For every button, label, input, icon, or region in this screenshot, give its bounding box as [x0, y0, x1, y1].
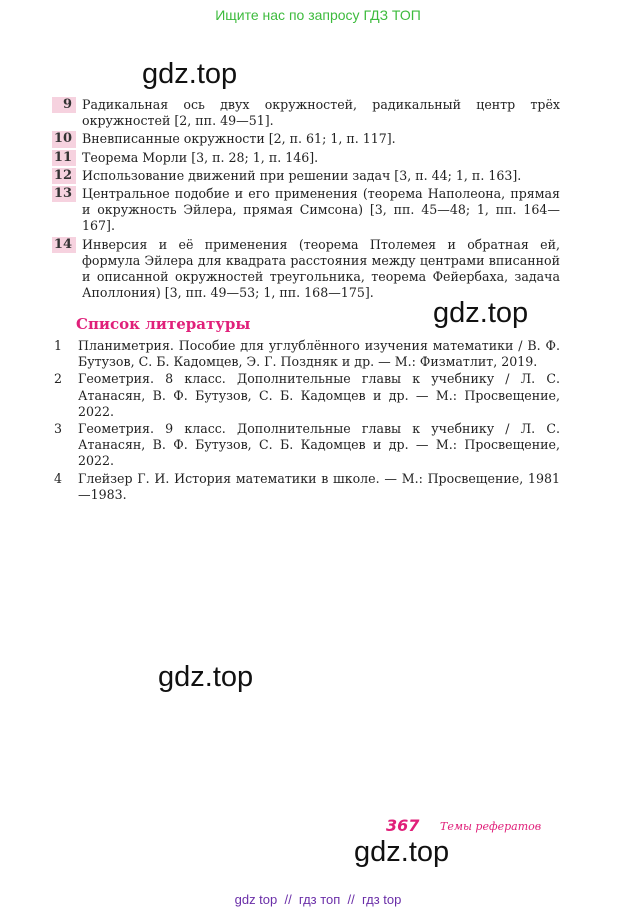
reference-text: Планиметрия. Пособие для углублённого изучения математики / В. Ф. Бутузов, С. Б. Кадомцев, Э. Г. Поздняк и др. — М.: Физматлит, 2019.	[78, 338, 560, 370]
reference-number: 1	[54, 338, 63, 353]
page-caption: Темы рефератов	[440, 820, 542, 833]
bottom-banner: gdz top // гдз топ // гдз top	[234, 892, 402, 907]
topic-number: 11	[52, 150, 76, 166]
topic-text: Радикальная ось двух окружностей, радикальный центр трёх окружностей [2, пп. 49—51].	[82, 97, 560, 129]
reference-number: 3	[54, 421, 63, 437]
watermark: gdz.top	[433, 297, 529, 329]
reference-item	[52, 421, 560, 470]
topic-text: Вневписанные окружности [2, п. 61; 1, п. 117].	[82, 131, 396, 147]
watermark: gdz.top	[354, 836, 450, 868]
topic-text: Инверсия и её применения (теорема Птолемея и обратная ей, формула Эйлера для квадрата расстояния между центрами вписанной и описанной окружностей треугольника, теорема Фейербаха, задача Аполлония) [3, пп. 49—53; 1, пп. 168—175].	[82, 236, 560, 301]
reference-number: 2	[54, 371, 63, 387]
topic-item	[52, 168, 560, 184]
reference-text: Геометрия. 8 класс. Дополнительные главы к учебнику / Л. С. Атанасян, В. Ф. Бутузов, С. Б. Кадомцев и др. — М.: Просвещение, 2022.	[78, 371, 560, 419]
reference-item	[52, 371, 560, 420]
reference-text: Геометрия. 9 класс. Дополнительные главы к учебнику / Л. С. Атанасян, В. Ф. Бутузов, С. Б. Кадомцев и др. — М.: Просвещение, 2022.	[78, 421, 560, 469]
references-list	[52, 338, 560, 504]
topic-item	[52, 97, 560, 129]
topic-text: Теорема Морли [3, п. 28; 1, п. 146].	[82, 149, 319, 165]
topic-number: 14	[52, 237, 76, 253]
topic-number: 10	[52, 131, 76, 147]
page-number: 367	[386, 816, 420, 835]
topic-item	[52, 186, 560, 235]
watermark: gdz.top	[158, 661, 254, 693]
topic-item	[52, 131, 560, 147]
topic-number: 13	[52, 186, 76, 202]
topic-number: 9	[52, 97, 76, 113]
watermark: gdz.top	[142, 58, 238, 90]
references-title: Список литературы	[76, 315, 251, 333]
reference-text: Глейзер Г. И. История математики в школе. — М.: Просвещение, 1981—1983.	[78, 470, 560, 502]
topic-number: 12	[52, 168, 76, 184]
topic-list	[52, 97, 560, 303]
top-banner: Ищите нас по запросу ГДЗ ТОП	[215, 7, 421, 23]
topic-item	[52, 150, 560, 166]
topic-text: Центральное подобие и его применения (теорема Наполеона, прямая и окружность Эйлера, прямая Симсона) [3, пп. 45—48; 1, пп. 164—167].	[82, 186, 560, 234]
reference-item	[52, 471, 560, 503]
reference-number: 4	[54, 470, 63, 486]
topic-item	[52, 237, 560, 302]
topic-text: Использование движений при решении задач [3, п. 44; 1, п. 163].	[82, 167, 522, 183]
reference-item	[52, 338, 560, 370]
